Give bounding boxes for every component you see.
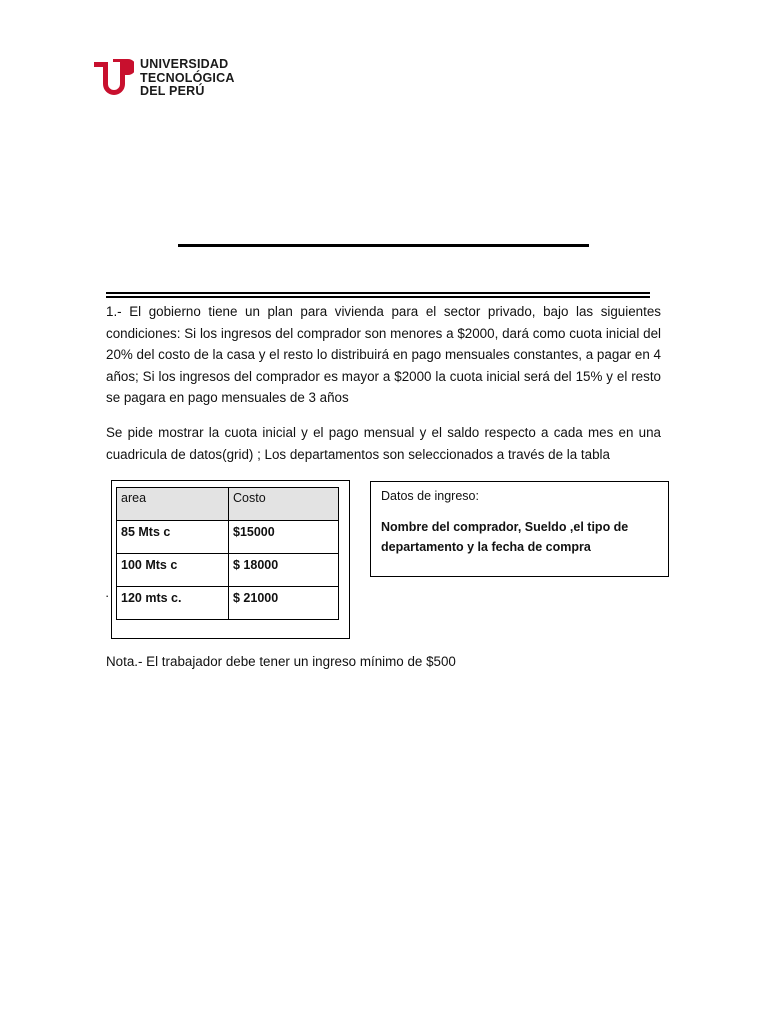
input-data-box [370, 481, 669, 577]
logo-line-3: DEL PERÚ [140, 84, 205, 98]
cell-costo: $ 21000 [229, 587, 339, 620]
stray-mark: · [105, 588, 110, 603]
logo-wordmark [140, 58, 235, 99]
problem-requirement: Se pide mostrar la cuota inicial y el pago mensual y el saldo respecto a cada mes en una cuadricula de datos(grid) ; Los departamentos son seleccionados a través de la tabla [106, 425, 661, 462]
apartment-table [116, 487, 339, 620]
table-row [117, 521, 339, 554]
cell-costo: $ 18000 [229, 554, 339, 587]
table-row [117, 587, 339, 620]
cell-area: 100 Mts c [117, 554, 229, 587]
header-area: area [117, 488, 229, 521]
note: Nota.- El trabajador debe tener un ingreso mínimo de $500 [106, 654, 456, 669]
logo-line-1: UNIVERSIDAD [140, 57, 229, 71]
input-data-fields: Nombre del comprador, Sueldo ,el tipo de departamento y la fecha de compra [381, 520, 629, 554]
table-row [117, 554, 339, 587]
problem-statement: 1.- El gobierno tiene un plan para vivienda para el sector privado, bajo las siguientes condiciones: Si los ingresos del comprador son menores a $2000, dará como cuota inicial del 20% del costo de la casa y el resto lo distribuirá en pago mensuales constantes, a pagar en 4 años; Si los ingresos del comprador es mayor a $2000 la cuota inicial será del 15% y el resto se pagara en pago mensuales de 3 años [106, 304, 661, 406]
input-data-title: Datos de ingreso: [381, 489, 479, 503]
header-costo: Costo [229, 488, 339, 521]
table-header-row [117, 488, 339, 521]
cell-area: 120 mts c. [117, 587, 229, 620]
university-logo [92, 58, 242, 104]
cell-costo: $15000 [229, 521, 339, 554]
cell-area: 85 Mts c [117, 521, 229, 554]
utp-logo-icon [92, 58, 134, 102]
title-rule [178, 244, 589, 247]
section-rule-lower [106, 296, 650, 298]
logo-line-2: TECNOLÓGICA [140, 70, 235, 85]
section-rule-upper [106, 292, 650, 294]
